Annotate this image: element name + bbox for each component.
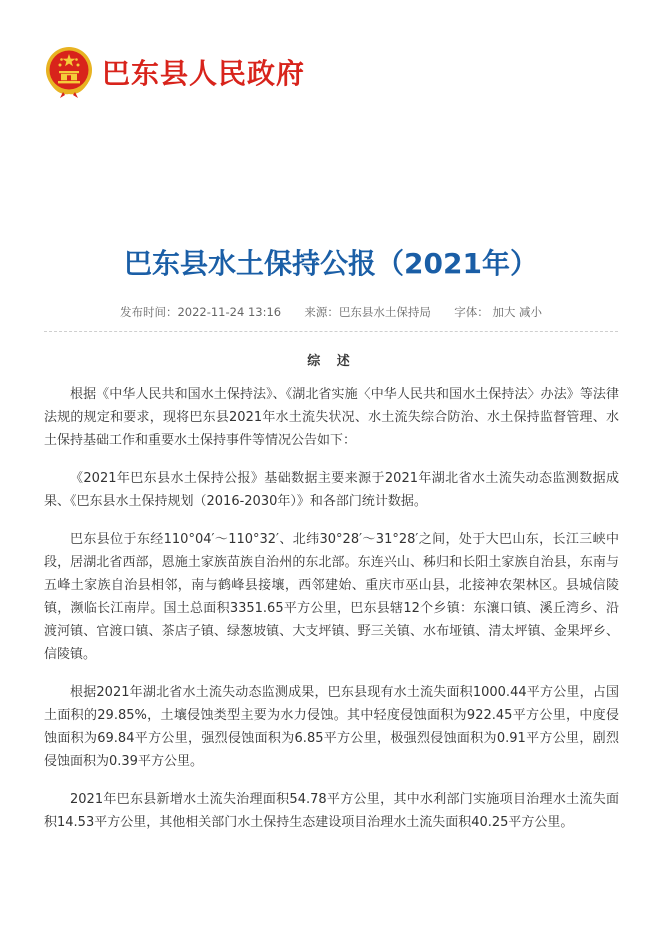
publish-time: 2022-11-24 13:16 [177, 305, 282, 319]
site-name[interactable]: 巴东县人民政府 [102, 57, 306, 90]
article-meta [0, 304, 662, 320]
meta-divider [44, 331, 618, 332]
site-header [44, 44, 305, 100]
national-emblem-icon [44, 45, 94, 99]
font-size-label: 字体： [454, 305, 489, 319]
article-title: 巴东县水土保持公报（2021年） [124, 247, 538, 280]
article-body [44, 350, 619, 849]
publish-time-label: 发布时间： [119, 305, 178, 319]
source-name: 巴东县水土保持局 [338, 305, 431, 319]
section-title: 综 述 [307, 354, 356, 369]
paragraph: 《2021年巴东县水土保持公报》基础数据主要来源于2021年湖北省水土流失动态监测数据成果、《巴东县水土保持规划（2016-2030年）》和各部门统计数据。 [44, 471, 619, 509]
source-label: 来源： [304, 305, 339, 319]
paragraph: 巴东县位于东经110°04′～110°32′、北纬30°28′～31°28′之间，处于大巴山东，长江三峡中段，居湖北省西部，恩施土家族苗族自治州的东北部。东连兴山、秭归和长阳土家族自治县，东南与五峰土家族自治县相邻，南与鹤峰县接壤，西邻建始、重庆市巫山县，北接神农架林区。县城信陵镇，濒临长江南岸。国土总面积3351.65平方公里，巴东县辖12个乡镇：东瀼口镇、溪丘湾乡、沿渡河镇、官渡口镇、茶店子镇、绿葱坡镇、大支坪镇、野三关镇、水布垭镇、清太坪镇、金果坪乡、信陵镇。 [44, 532, 619, 662]
font-smaller-button[interactable]: 减小 [519, 305, 543, 319]
paragraph: 根据2021年湖北省水土流失动态监测成果，巴东县现有水土流失面积1000.44平方公里，占国土面积的29.85%，土壤侵蚀类型主要为水力侵蚀。其中轻度侵蚀面积为922.45平方公里，中度侵蚀面积为69.84平方公里，强烈侵蚀面积为6.85平方公里，极强烈侵蚀面积为0.91平方公里，剧烈侵蚀面积为0.39平方公里。 [44, 685, 619, 769]
paragraph: 2021年巴东县新增水土流失治理面积54.78平方公里，其中水利部门实施项目治理水土流失面积14.53平方公里，其他相关部门水土保持生态建设项目治理水土流失面积40.25平方公里。 [44, 792, 619, 830]
font-larger-button[interactable]: 加大 [492, 305, 516, 319]
paragraph: 根据《中华人民共和国水土保持法》、《湖北省实施〈中华人民共和国水土保持法〉办法》等法律法规的规定和要求，现将巴东县2021年水土流失状况、水土流失综合防治、水土保持监督管理、水土保持基础工作和重要水土保持事件等情况公告如下： [44, 387, 619, 448]
